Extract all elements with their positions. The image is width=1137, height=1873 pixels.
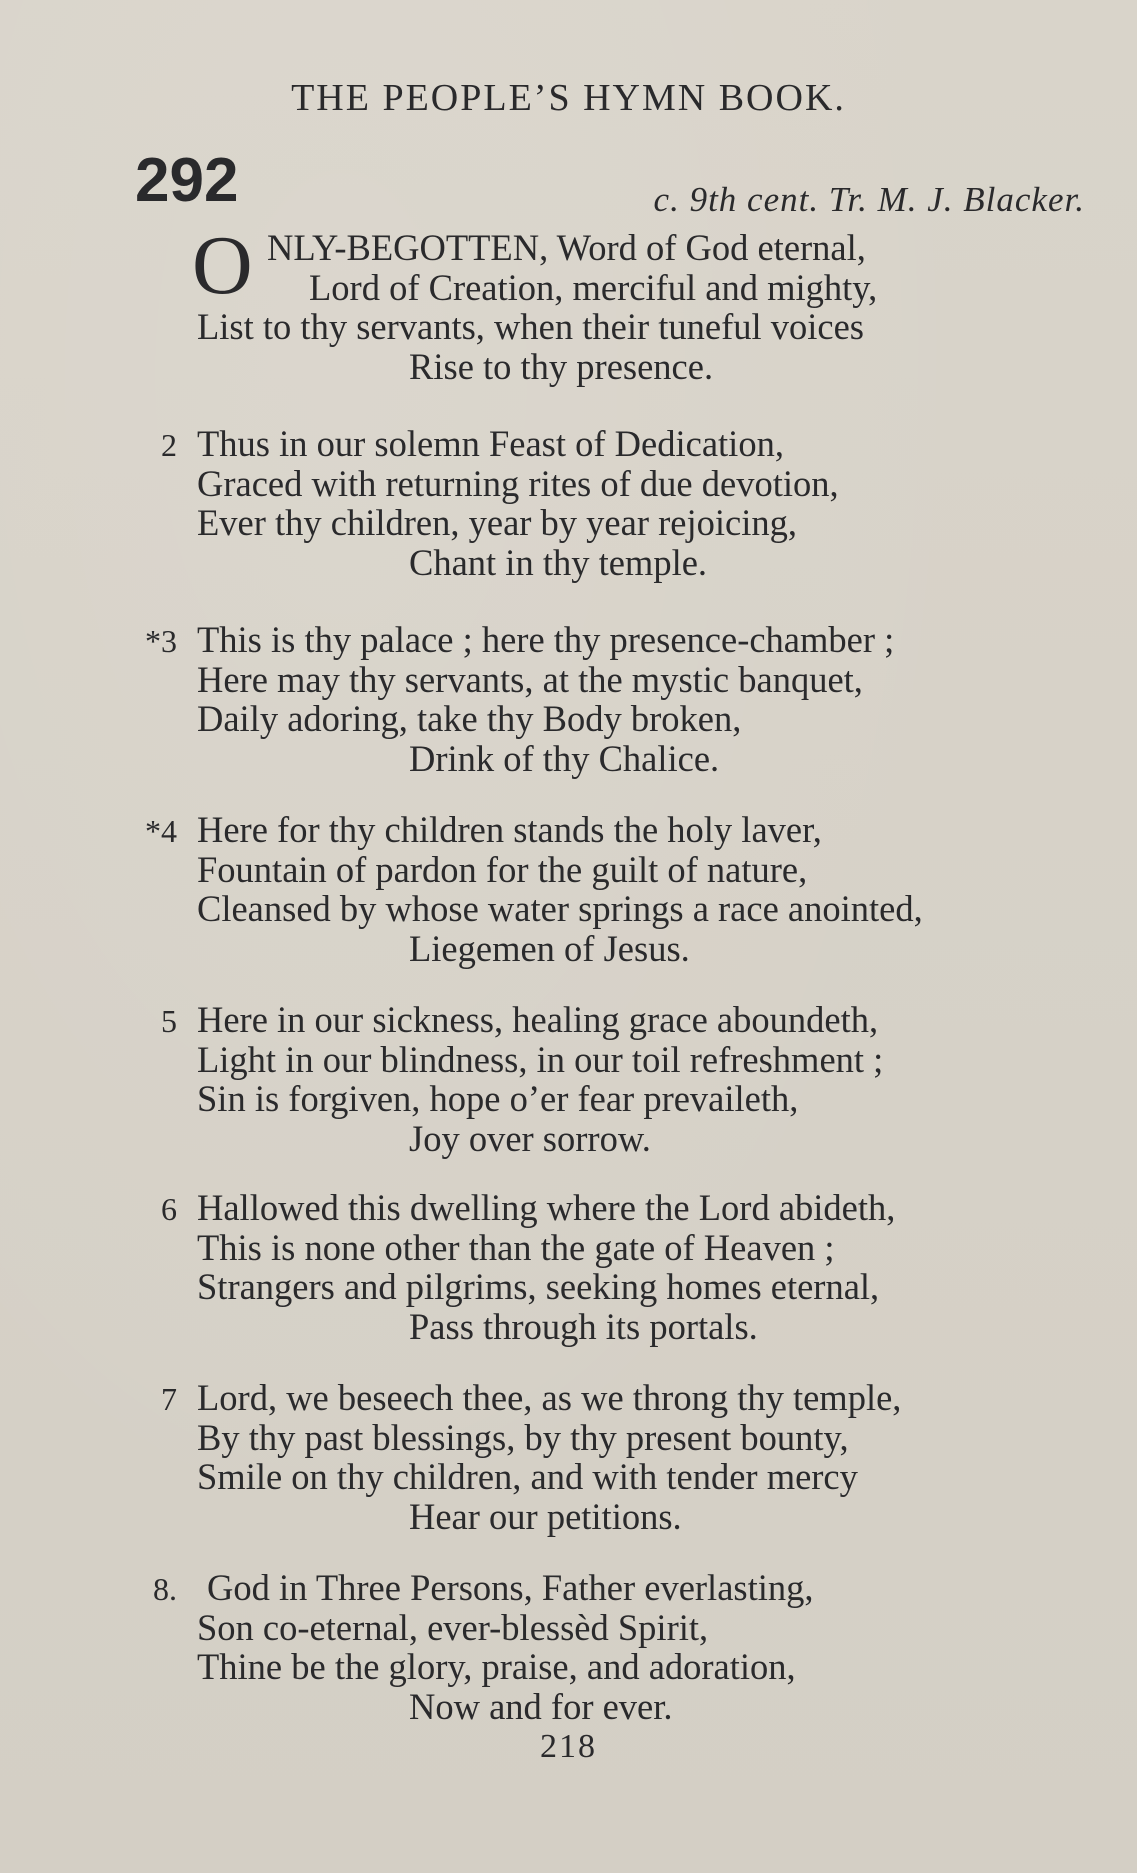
stanza-line: This is thy palace ; here thy presence-chamber ; [197, 619, 895, 660]
stanza-number: 7 [161, 1381, 177, 1417]
stanza-line: This is none other than the gate of Heaven ; [197, 1226, 835, 1268]
page-number: 218 [540, 1728, 597, 1765]
stanza-number: 6 [161, 1191, 177, 1227]
stanza-line: Ever thy children, year by year rejoicing, [197, 502, 797, 543]
stanza-line: Fountain of pardon for the guilt of nature, [197, 848, 808, 890]
hymn-attribution: c. 9th cent. Tr. M. J. Blacker. [653, 180, 1085, 219]
stanza-number: 2 [161, 427, 177, 463]
stanza-3 [145, 619, 1117, 779]
stanza-number: *4 [145, 813, 177, 849]
stanza-1 [192, 219, 1117, 387]
stanza-line: Here for thy children stands the holy laver, [197, 809, 822, 850]
stanza-line: Thine be the glory, praise, and adoration, [197, 1646, 796, 1687]
hymn-number: 292 [135, 146, 239, 215]
stanza-line: By thy past blessings, by thy present bounty, [197, 1416, 849, 1458]
stanza-line: Hallowed this dwelling where the Lord abideth, [197, 1187, 896, 1228]
stanza-5 [161, 999, 1117, 1159]
stanza-7 [161, 1377, 1117, 1537]
stanza-line: Here in our sickness, healing grace aboundeth, [197, 999, 879, 1040]
stanza-line: Graced with returning rites of due devotion, [197, 462, 839, 504]
stanza-refrain: Hear our petitions. [409, 1495, 682, 1537]
stanza-line: Sin is forgiven, hope o’er fear prevaileth, [197, 1078, 799, 1119]
stanza-line: List to thy servants, when their tuneful voices [197, 306, 864, 347]
stanza-8 [153, 1567, 1117, 1727]
stanza-4 [145, 809, 1117, 969]
stanza-number: 8. [153, 1571, 177, 1607]
drop-cap: O [192, 219, 253, 312]
running-head: THE PEOPLE’S HYMN BOOK. [291, 77, 846, 119]
stanza-line: Smile on thy children, and with tender mercy [197, 1456, 858, 1497]
stanza-line: Cleansed by whose water springs a race anointed, [197, 888, 923, 929]
stanza-refrain: Joy over sorrow. [409, 1117, 651, 1159]
stanza-line: God in Three Persons, Father everlasting, [207, 1567, 814, 1608]
stanza-refrain: Drink of thy Chalice. [409, 737, 720, 779]
stanza-line: Strangers and pilgrims, seeking homes eternal, [197, 1266, 880, 1307]
stanza-line: Lord of Creation, merciful and mighty, [309, 266, 878, 308]
stanza-refrain: Rise to thy presence. [409, 345, 714, 387]
stanza-line: Lord, we beseech thee, as we throng thy temple, [197, 1377, 902, 1418]
stanza-number: *3 [145, 623, 177, 659]
stanza-line: Son co-eternal, ever-blessèd Spirit, [197, 1606, 709, 1648]
stanza-refrain: Liegemen of Jesus. [409, 927, 690, 969]
stanza-line: NLY-BEGOTTEN, Word of God eternal, [267, 227, 866, 268]
stanza-refrain: Chant in thy temple. [409, 541, 708, 583]
stanza-2 [161, 423, 1117, 583]
stanza-number: 5 [161, 1003, 177, 1039]
stanza-6 [161, 1187, 1117, 1347]
stanza-line: Thus in our solemn Feast of Dedication, [197, 423, 784, 464]
stanza-refrain: Pass through its portals. [409, 1305, 758, 1347]
stanza-line: Here may thy servants, at the mystic banquet, [197, 658, 863, 700]
stanza-line: Light in our blindness, in our toil refreshment ; [197, 1038, 884, 1080]
stanza-line: Daily adoring, take thy Body broken, [197, 698, 742, 739]
stanza-refrain: Now and for ever. [409, 1685, 673, 1727]
